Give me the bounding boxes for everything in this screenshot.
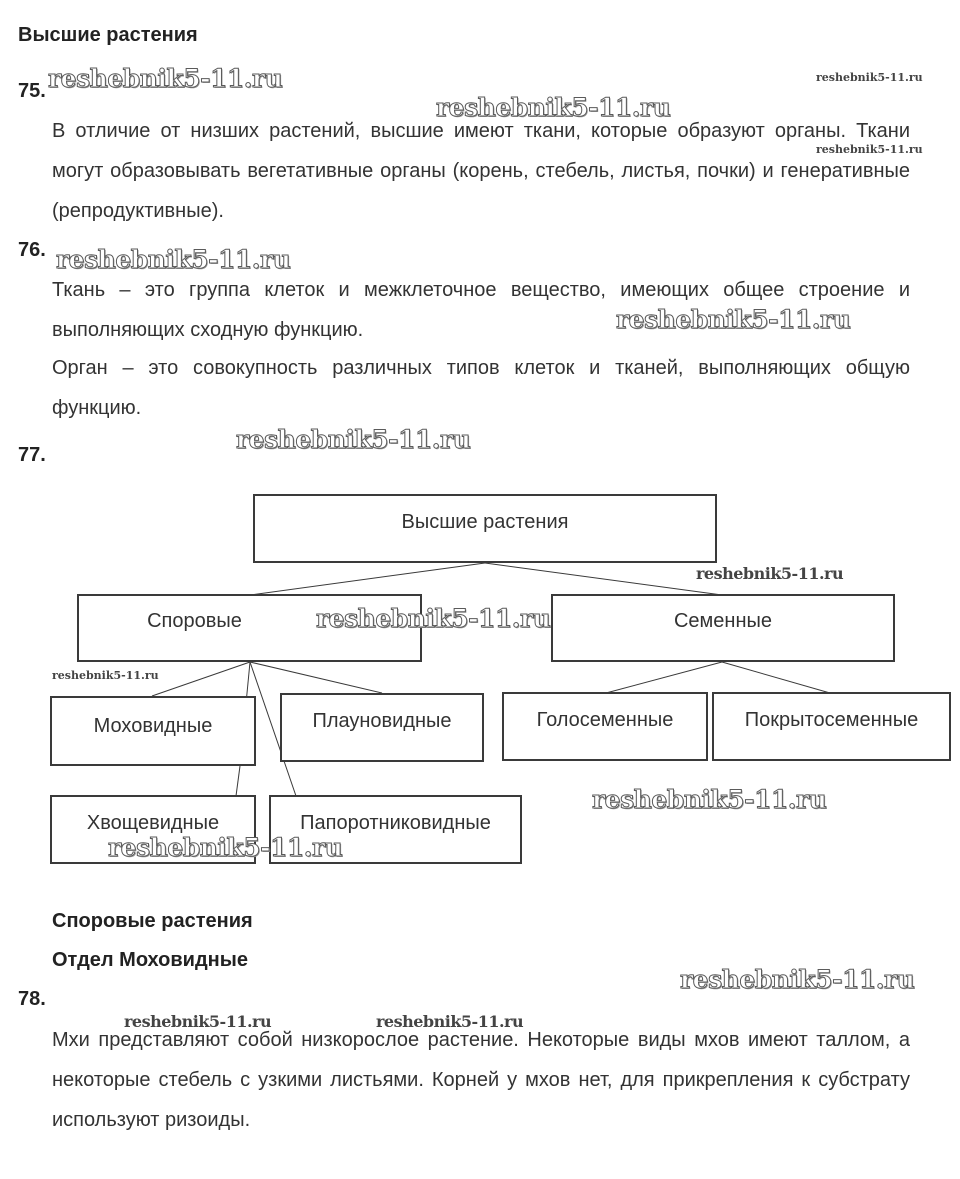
watermark: reshebnik5-11.ru bbox=[376, 1012, 524, 1031]
question-number-77: 77. bbox=[18, 444, 46, 466]
watermark: reshebnik5-11.ru bbox=[616, 305, 851, 334]
watermark: reshebnik5-11.ru bbox=[816, 143, 923, 156]
answer-76-organ-text: Орган – это совокупность различных типов клеток и тканей, выполняющих общую функцию. bbox=[52, 357, 910, 419]
connector-seed-gymno bbox=[606, 662, 722, 693]
watermark: reshebnik5-11.ru bbox=[52, 669, 159, 682]
watermark: reshebnik5-11.ru bbox=[108, 833, 343, 862]
watermark: reshebnik5-11.ru bbox=[236, 425, 471, 454]
connector-spore-lycopod bbox=[250, 662, 382, 693]
watermark: reshebnik5-11.ru bbox=[316, 604, 551, 633]
page-title: Высшие растения bbox=[18, 24, 198, 46]
diagram-node-angiosperms: Покрытосеменные bbox=[712, 692, 951, 761]
connector-spore-horsetail bbox=[236, 766, 240, 796]
diagram-node-seed-plants: Семенные bbox=[551, 594, 895, 662]
question-number-76: 76. bbox=[18, 239, 46, 261]
diagram-node-spore-plants: Споровые bbox=[77, 594, 422, 662]
answer-75-text: В отличие от низших растений, высшие имеют ткани, которые образуют органы. Ткани могут образовывать вегетативные органы (корень, стебель, листья, почки) и генеративные (репродуктивные). bbox=[52, 120, 910, 222]
watermark: reshebnik5-11.ru bbox=[816, 71, 923, 84]
diagram-node-mosses: Моховидные bbox=[50, 696, 256, 766]
watermark: reshebnik5-11.ru bbox=[56, 245, 291, 274]
watermark: reshebnik5-11.ru bbox=[124, 1012, 272, 1031]
answer-76-tissue-text: Ткань – это группа клеток и межклеточное вещество, имеющих общее строение и выполняющих сходную функцию. bbox=[52, 279, 910, 341]
connector-root-seed bbox=[485, 563, 722, 595]
connector-spore-moss bbox=[152, 662, 250, 696]
question-number-75: 75. bbox=[18, 80, 46, 102]
watermark: reshebnik5-11.ru bbox=[696, 564, 844, 583]
diagram-node-lycopods: Плауновидные bbox=[280, 693, 484, 762]
question-number-78: 78. bbox=[18, 988, 46, 1010]
subsection-title: Отдел Моховидные bbox=[52, 949, 248, 971]
watermark: reshebnik5-11.ru bbox=[680, 965, 915, 994]
diagram-node-gymnosperms: Голосеменные bbox=[502, 692, 708, 761]
watermark: reshebnik5-11.ru bbox=[592, 785, 827, 814]
section-title: Споровые растения bbox=[52, 910, 253, 932]
watermark: reshebnik5-11.ru bbox=[436, 93, 671, 122]
connector-seed-angio bbox=[722, 662, 830, 693]
diagram-node-horsetails: Хвощевидные bbox=[50, 795, 256, 864]
diagram-node-ferns: Папоротниковидные bbox=[269, 795, 522, 864]
diagram-node-higher-plants: Высшие растения bbox=[253, 494, 717, 563]
connector-root-spore bbox=[250, 563, 485, 595]
answer-78-text: Мхи представляют собой низкорослое растение. Некоторые виды мхов имеют таллом, а некоторые стебель с узкими листьями. Корней у мхов нет, для прикрепления к субстрату используют ризоиды. bbox=[52, 1029, 910, 1131]
watermark: reshebnik5-11.ru bbox=[48, 64, 283, 93]
